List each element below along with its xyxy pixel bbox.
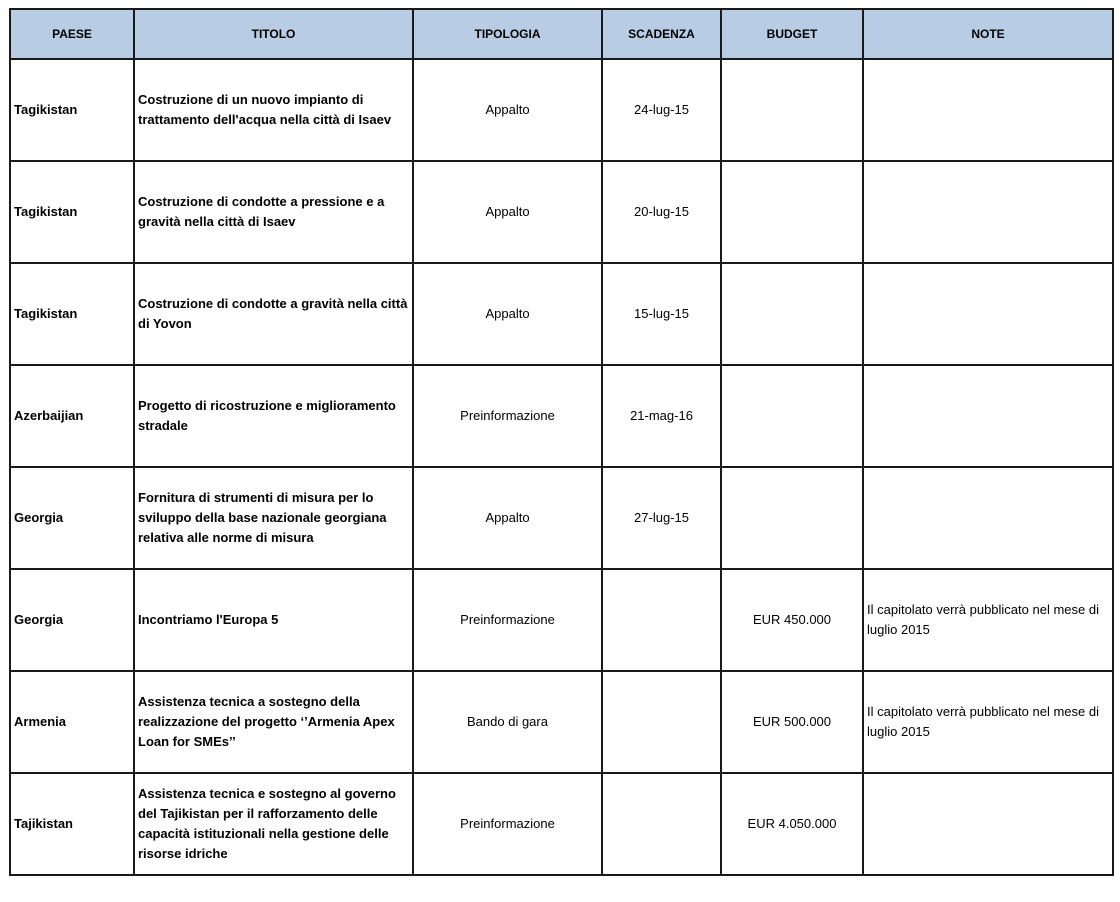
cell-budget xyxy=(721,365,863,467)
header-scadenza: SCADENZA xyxy=(602,9,721,59)
table-row xyxy=(10,773,1113,875)
cell-tipologia: Appalto xyxy=(413,263,602,365)
header-row xyxy=(10,9,1113,59)
cell-note xyxy=(863,773,1113,875)
tenders-table xyxy=(9,8,1114,876)
cell-budget: EUR 500.000 xyxy=(721,671,863,773)
cell-budget: EUR 450.000 xyxy=(721,569,863,671)
cell-titolo: Assistenza tecnica a sostegno della realizzazione del progetto ‘’Armenia Apex Loan for SMEs’’ xyxy=(134,671,413,773)
cell-paese: Tagikistan xyxy=(10,59,134,161)
cell-note xyxy=(863,467,1113,569)
cell-scadenza: 21-mag-16 xyxy=(602,365,721,467)
cell-budget xyxy=(721,467,863,569)
cell-tipologia: Preinformazione xyxy=(413,773,602,875)
cell-scadenza: 15-lug-15 xyxy=(602,263,721,365)
cell-note: Il capitolato verrà pubblicato nel mese di luglio 2015 xyxy=(863,671,1113,773)
cell-budget xyxy=(721,59,863,161)
cell-scadenza: 24-lug-15 xyxy=(602,59,721,161)
cell-paese: Georgia xyxy=(10,467,134,569)
cell-note: Il capitolato verrà pubblicato nel mese di luglio 2015 xyxy=(863,569,1113,671)
cell-scadenza: 20-lug-15 xyxy=(602,161,721,263)
cell-note xyxy=(863,263,1113,365)
cell-tipologia: Bando di gara xyxy=(413,671,602,773)
cell-paese: Tagikistan xyxy=(10,263,134,365)
cell-titolo: Fornitura di strumenti di misura per lo sviluppo della base nazionale georgiana relativa alle norme di misura xyxy=(134,467,413,569)
table-row xyxy=(10,365,1113,467)
header-titolo: TITOLO xyxy=(134,9,413,59)
cell-budget: EUR 4.050.000 xyxy=(721,773,863,875)
cell-tipologia: Appalto xyxy=(413,161,602,263)
table-row xyxy=(10,59,1113,161)
cell-tipologia: Appalto xyxy=(413,467,602,569)
cell-note xyxy=(863,161,1113,263)
table-row xyxy=(10,671,1113,773)
cell-titolo: Assistenza tecnica e sostegno al governo del Tajikistan per il rafforzamento delle capacità istituzionali nella gestione delle risorse idriche xyxy=(134,773,413,875)
cell-titolo: Progetto di ricostruzione e miglioramento stradale xyxy=(134,365,413,467)
cell-paese: Georgia xyxy=(10,569,134,671)
cell-note xyxy=(863,59,1113,161)
cell-paese: Armenia xyxy=(10,671,134,773)
cell-note xyxy=(863,365,1113,467)
header-note: NOTE xyxy=(863,9,1113,59)
table-row xyxy=(10,569,1113,671)
cell-titolo: Incontriamo l'Europa 5 xyxy=(134,569,413,671)
cell-titolo: Costruzione di condotte a gravità nella città di Yovon xyxy=(134,263,413,365)
cell-paese: Tajikistan xyxy=(10,773,134,875)
cell-scadenza xyxy=(602,773,721,875)
table-row xyxy=(10,161,1113,263)
cell-scadenza xyxy=(602,671,721,773)
cell-scadenza: 27-lug-15 xyxy=(602,467,721,569)
table-row xyxy=(10,263,1113,365)
cell-budget xyxy=(721,263,863,365)
cell-budget xyxy=(721,161,863,263)
cell-tipologia: Preinformazione xyxy=(413,569,602,671)
cell-paese: Azerbaijian xyxy=(10,365,134,467)
cell-tipologia: Appalto xyxy=(413,59,602,161)
header-budget: BUDGET xyxy=(721,9,863,59)
cell-paese: Tagikistan xyxy=(10,161,134,263)
cell-titolo: Costruzione di condotte a pressione e a gravità nella città di Isaev xyxy=(134,161,413,263)
cell-scadenza xyxy=(602,569,721,671)
tenders-table-container xyxy=(9,8,1114,876)
header-paese: PAESE xyxy=(10,9,134,59)
cell-titolo: Costruzione di un nuovo impianto di trattamento dell'acqua nella città di Isaev xyxy=(134,59,413,161)
cell-tipologia: Preinformazione xyxy=(413,365,602,467)
header-tipologia: TIPOLOGIA xyxy=(413,9,602,59)
table-row xyxy=(10,467,1113,569)
